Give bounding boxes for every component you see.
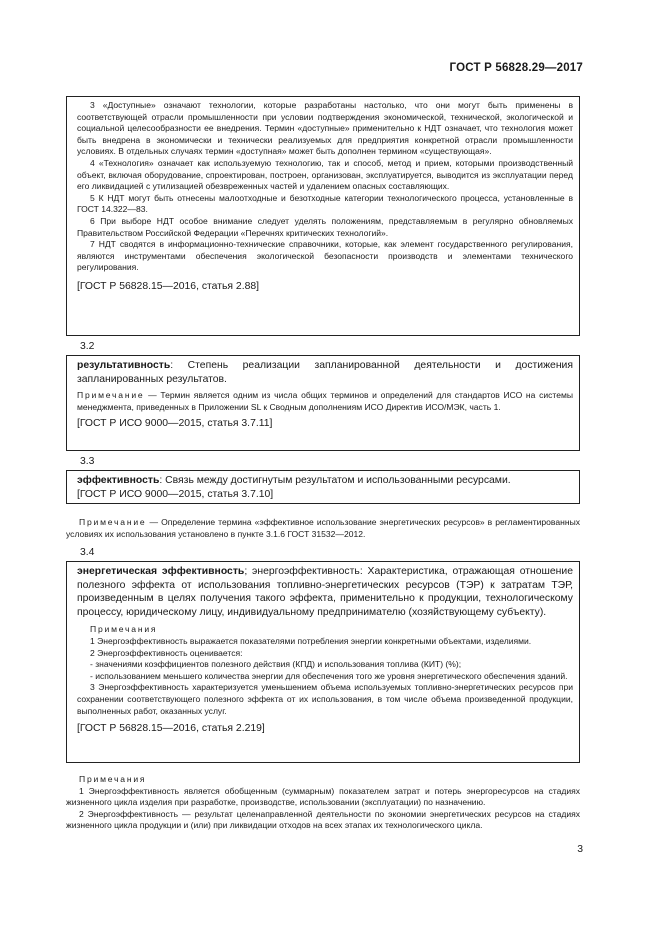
note-item: 1 Энергоэффективность выражается показателями потребления энергии конкретными объектами, изделиями. [90,635,532,646]
notes-label: Примечания [90,624,158,635]
term-definition: : Степень реализации запланированной деятельности и достижения запланированных результатов. [77,360,573,385]
section-number: 3.4 [80,547,95,558]
note-item: 3 Энергоэффективность характеризуется уменьшением объема используемых топливно-энергетических ресурсов при сохранении соответствующего полезного эффекта от их использования, в том числе объема произведенной продукции, выполненных работ, оказанных услуг. [77,682,573,716]
note-item: 2 Энергоэффективность — результат целенаправленной деятельности по экономии энергетических ресурсов на стадиях жизненного цикла продукции и (или) при ликвидации отходов на всех этапах их технологического цикла. [66,808,580,831]
note-label: Примечание [79,517,147,527]
term-definition: : Характеристика, отражающая отношение полезного эффекта от использования топливно-энергетических ресурсов (ТЭР) к затратам ТЭР, произведенным в целях получения такого эффекта, применительно к продукции, технологическому процессу, юридическому лицу, индивидуальному предпринимателю (хозяйствующему субъекту). [77,566,573,618]
term-box-rezultativnost [66,355,580,451]
note-effektivnost [66,517,580,540]
term-box-effektivnost [66,470,580,504]
note-item: 1 Энергоэффективность является обобщенным (суммарным) показателем затрат и потерь энергоресурсов на стадиях жизненного цикла изделия при разработке, производстве, использовании (эксплуатации) по назначению. [66,785,580,808]
term-box-continuation [66,96,580,336]
note-item: 2 Энергоэффективность оценивается: [90,647,243,658]
note-text: — Определение термина «эффективное использование энергетических ресурсов» в регламентированных условиях их использования установлено в пункте 3.1.6 ГОСТ 31532—2012. [66,517,580,539]
section-number: 3.2 [80,341,95,352]
term-synonym: ; энергоэффективность [244,566,360,577]
notes-label: Примечания [79,774,147,784]
source-reference: [ГОСТ Р 56828.15—2016, статья 2.219] [77,723,265,735]
note-item: - использованием меньшего количества энергии для обеспечения того же уровня энергетического обеспечения зданий. [90,670,568,681]
document-code-header: ГОСТ Р 56828.29—2017 [449,62,583,74]
section-number: 3.3 [80,456,95,467]
note-label: Примечание [77,390,145,401]
page-number: 3 [577,844,583,855]
note-item: - значениями коэффициентов полезного действия (КПД) и использования топлива (КИТ) (%); [90,659,462,670]
note-text: — Термин является одним из числа общих терминов и определений для стандартов ИСО на системы менеджмента, приведенных в Приложении SL к Сводным дополнениям ИСО Директив ИСО/МЭК, часть 1. [77,390,573,412]
source-reference: [ГОСТ Р 56828.15—2016, статья 2.88] [77,280,260,292]
note-item: 7 НДТ сводятся в информационно-технические справочники, которые, как элемент государственного регулирования, являются инструментами обеспечения экологической безопасности производств и элементами технического регулирования. [77,239,573,273]
source-reference: [ГОСТ Р ИСО 9000—2015, статья 3.7.11] [77,418,273,430]
note-item: 4 «Технология» означает как используемую технологию, так и способ, метод и прием, которыми производственный объект, включая оборудование, спроектирован, построен, организован, эксплуатируется, выводится из эксплуатации перед его ликвидацией с утилизацией обезвреженных частей и удалением опасных составляющих. [77,157,573,192]
term-name: результативность [77,360,171,371]
final-notes [66,774,580,832]
note-item: 6 При выборе НДТ особое внимание следует уделять положениям, представляемым в регулярно обновляемых Правительством Российской Федерации «Перечнях критических технологий». [77,215,573,238]
term-name: энергетическая эффективность [77,566,245,577]
term-name: эффективность [77,475,160,486]
note-item: 5 К НДТ могут быть отнесены малоотходные и безотходные категории технологического процесса, установленные в ГОСТ 14.322—83. [77,192,573,215]
source-reference: [ГОСТ Р ИСО 9000—2015, статья 3.7.10] [77,488,274,500]
term-definition: : Связь между достигнутым результатом и использованными ресурсами. [159,475,511,486]
note-item: 3 «Доступные» означают технологии, которые разработаны настолько, что они могут быть применены в соответствующей отрасли промышленности при условии подтверждения экономической, технической, экологической и социальной целесообразности ее внедрения. Термин «доступные» применительно к НДТ означает, что технология может быть внедрена в экономически и технически реализуемых для предприятия конкретной отрасли промышленности условиях. В отдельных случаях термин «доступная» может быть дополнен термином «существующая». [77,100,573,157]
term-box-energoeffektivnost [66,561,580,763]
